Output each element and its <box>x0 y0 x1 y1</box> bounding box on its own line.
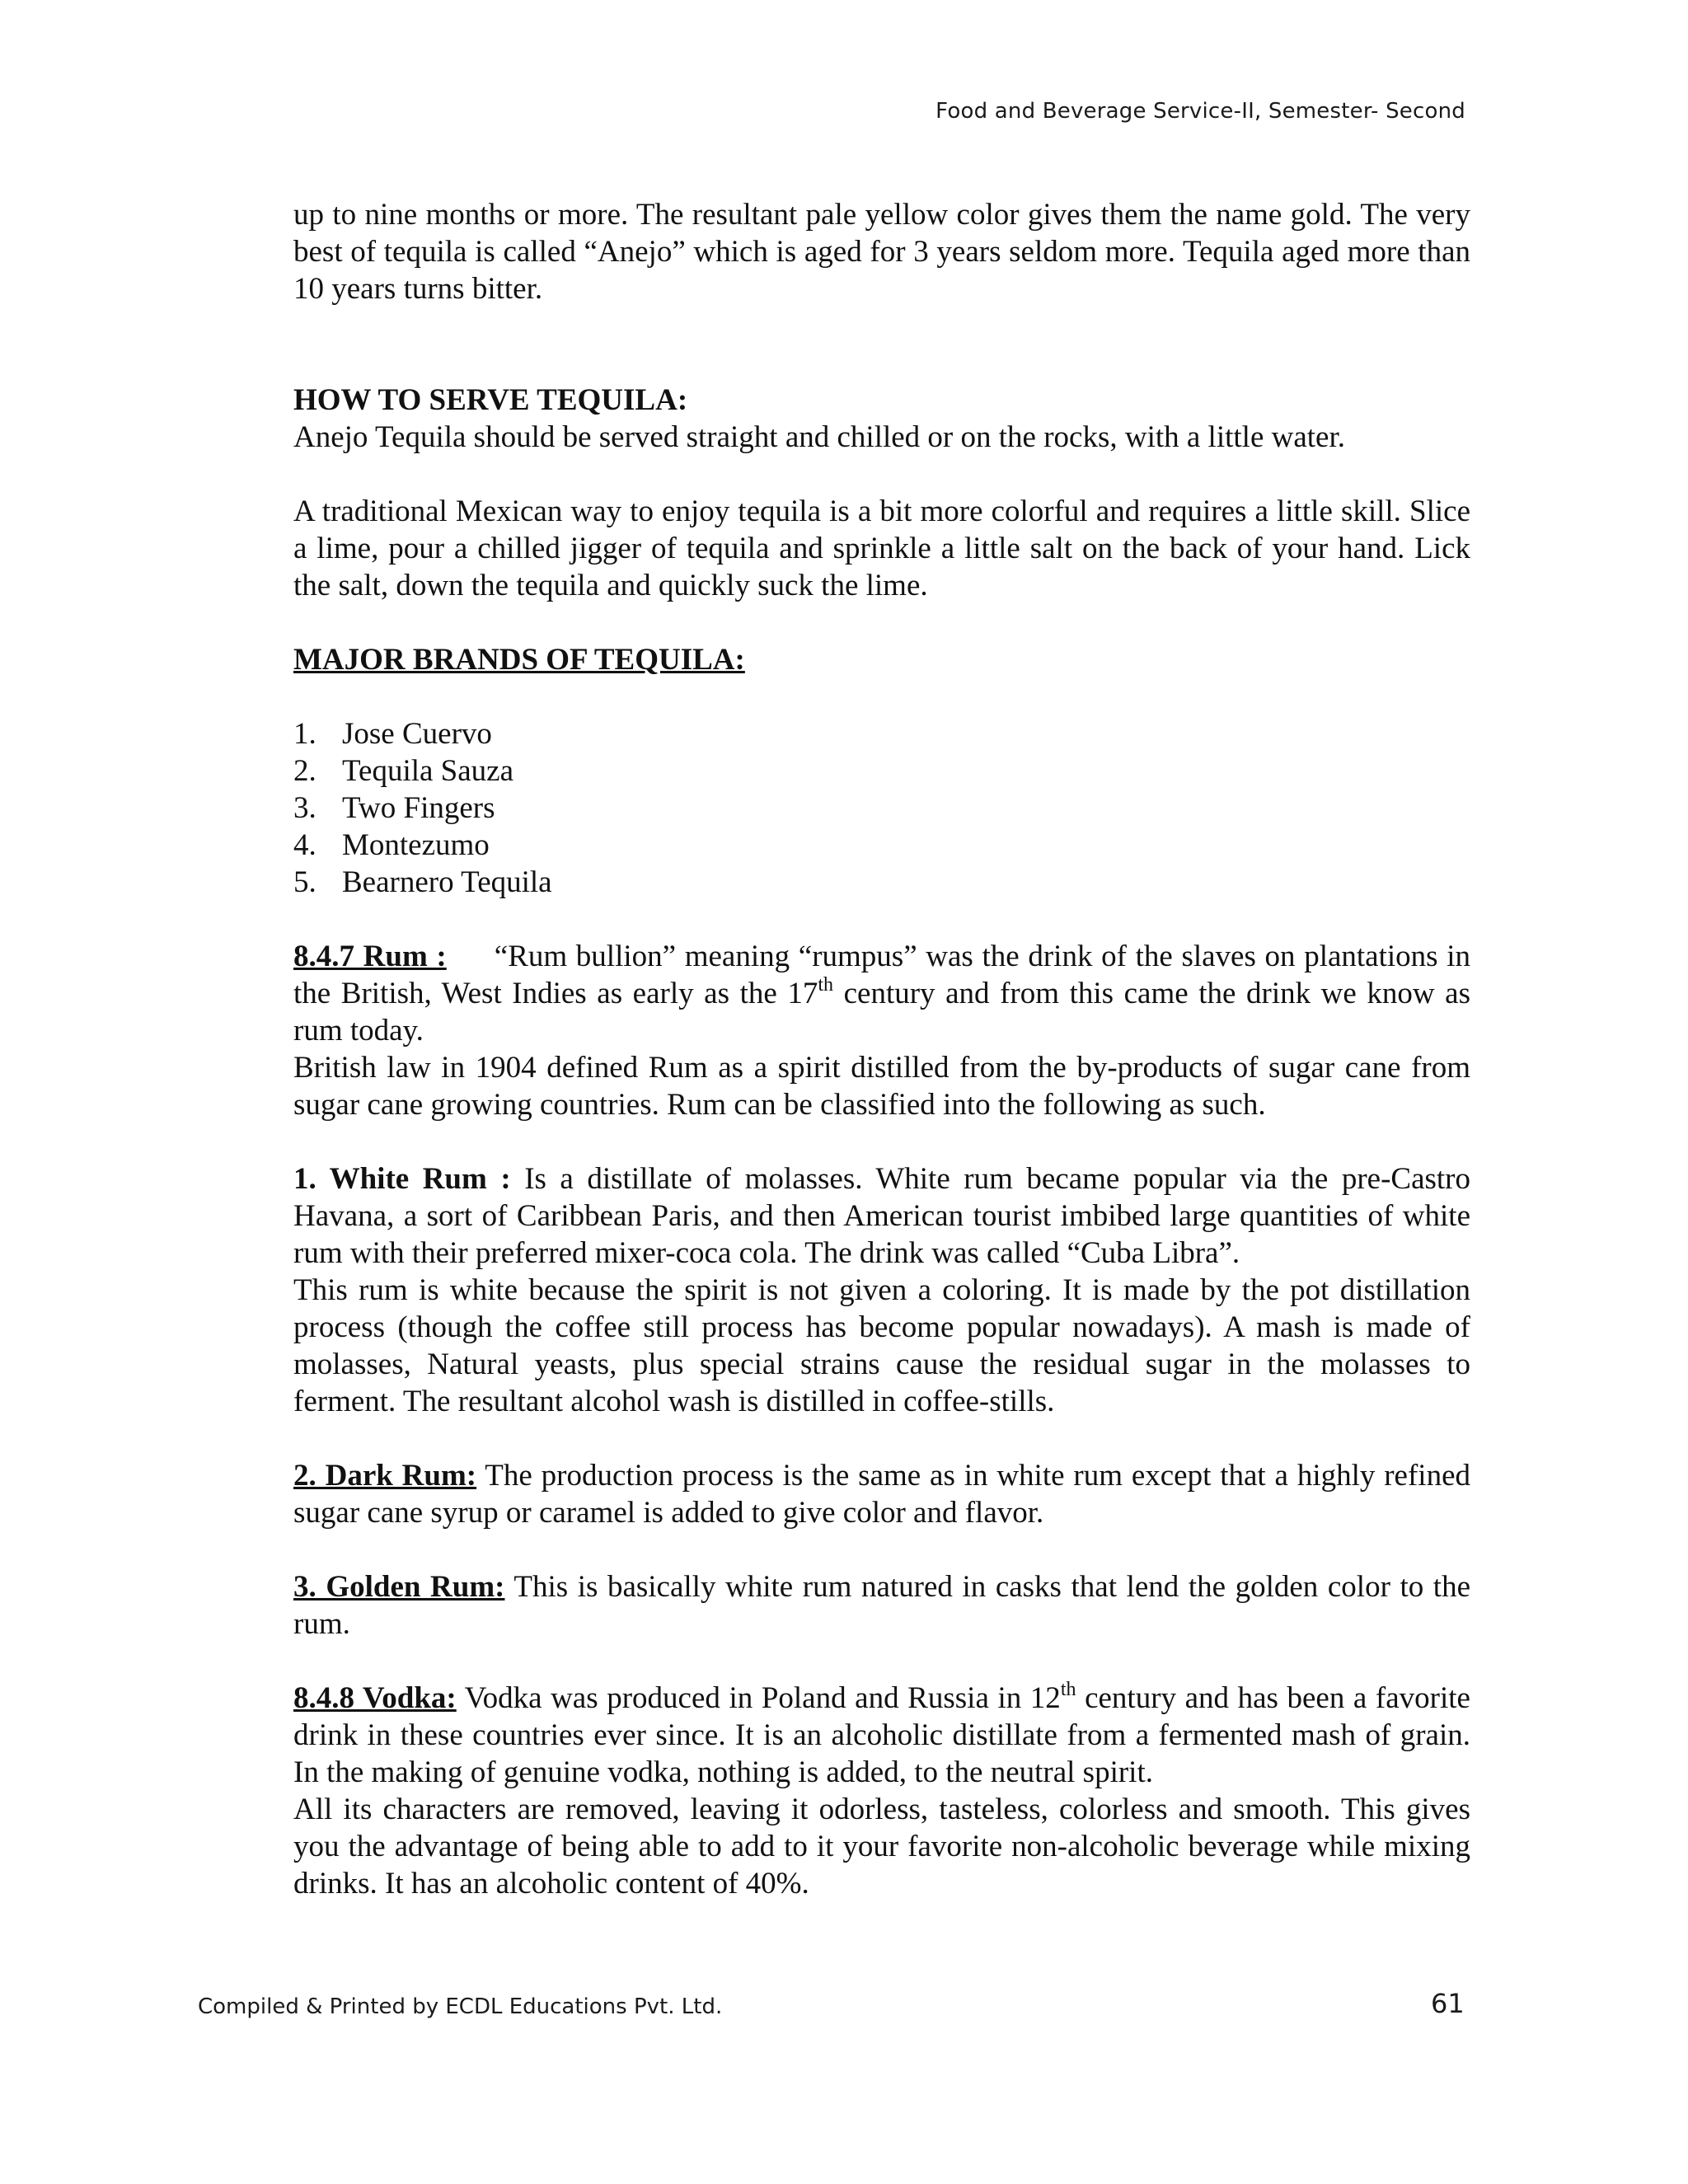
list-item-label: Two Fingers <box>342 791 495 825</box>
vodka-superscript: th <box>1060 1678 1076 1700</box>
rum-superscript: th <box>818 973 834 996</box>
white-rum-label: 1. White Rum : <box>293 1162 511 1196</box>
list-item-number: 4. <box>293 828 316 862</box>
list-item-label: Bearnero Tequila <box>342 865 552 899</box>
list-item-number: 1. <box>293 717 316 751</box>
golden-rum-text: This is basically white rum natured in casks that lend the golden color to the rum. <box>293 1570 1471 1641</box>
vodka-heading: 8.4.8 Vodka: <box>293 1681 457 1715</box>
golden-rum-paragraph <box>293 1568 1470 1643</box>
list-item-label: Montezumo <box>342 828 490 862</box>
list-item <box>293 752 1470 790</box>
list-item-number: 5. <box>293 865 316 899</box>
dark-rum-text: The production process is the same as in white rum except that a highly refined sugar cane syrup or caramel is added to give color and flavor. <box>293 1459 1470 1530</box>
vodka-paragraph <box>293 1680 1470 1791</box>
page-body <box>293 196 1470 1902</box>
list-item-number: 3. <box>293 791 316 825</box>
vodka-text-continued: century and has been a favorite drink in these countries ever since. It is an alcoholic distillate from a fermented mash of grain. In the making of genuine vodka, nothing is added, to the neutral spirit. <box>293 1681 1470 1789</box>
rum-text: “Rum bullion” meaning “rumpus” was the drink of the slaves on plantations in the British, West Indies as early as the 17 <box>293 940 1470 1010</box>
white-rum-process-paragraph: This rum is white because the spirit is not given a coloring. It is made by the pot distillation process (though the coffee still process has become popular nowadays). A mash is made of molasses, Natural yeasts, plus special strains cause the residual sugar in the molasses to ferment. The resultant alcohol wash is distilled in coffee-stills. <box>293 1273 1470 1418</box>
dark-rum-paragraph <box>293 1457 1470 1531</box>
list-item <box>293 827 1470 864</box>
vodka-text: Vodka was produced in Poland and Russia in 12 <box>456 1681 1061 1715</box>
rum-paragraph <box>293 938 1470 1049</box>
vodka-characters-paragraph: All its characters are removed, leaving it odorless, tasteless, colorless and smooth. This gives you the advantage of being able to add to it your favorite non-alcoholic beverage while mixing drinks. It has an alcoholic content of 40%. <box>293 1793 1470 1900</box>
list-item-label: Tequila Sauza <box>342 754 514 788</box>
list-item <box>293 715 1470 752</box>
dark-rum-label: 2. Dark Rum: <box>293 1459 477 1493</box>
intro-paragraph: up to nine months or more. The resultant pale yellow color gives them the name gold. The very best of tequila is called “Anejo” which is aged for 3 years seldom more. Tequila aged more than 10 years turns bitter. <box>293 198 1470 306</box>
tradition-paragraph: A traditional Mexican way to enjoy tequila is a bit more colorful and requires a little skill. Slice a lime, pour a chilled jigger of tequila and sprinkle a little salt on the back of your hand. Lick the salt, down the tequila and quickly suck the lime. <box>293 494 1470 602</box>
brands-list <box>293 715 1470 901</box>
rum-text-continued: century and from this came the drink we know as rum today. <box>293 977 1471 1047</box>
serve-tequila-heading: HOW TO SERVE TEQUILA: <box>293 383 688 417</box>
white-rum-text: Is a distillate of molasses. White rum became popular via the pre-Castro Havana, a sort of Caribbean Paris, and then American tourist imbibed large quantities of white rum with their preferred mixer-coca cola. The drink was called “Cuba Libra”. <box>293 1162 1470 1270</box>
list-item <box>293 864 1470 901</box>
brands-heading: MAJOR BRANDS OF TEQUILA: <box>293 643 745 677</box>
footer-publisher: Compiled & Printed by ECDL Educations Pvt. Ltd. <box>198 1994 723 2019</box>
golden-rum-label: 3. Golden Rum: <box>293 1570 505 1604</box>
running-header: Food and Beverage Service-II, Semester- Second <box>935 99 1465 124</box>
page-number: 61 <box>1431 1988 1465 2019</box>
rum-heading: 8.4.7 Rum : <box>293 940 447 973</box>
white-rum-paragraph <box>293 1160 1470 1272</box>
list-item-label: Jose Cuervo <box>342 717 492 751</box>
list-item <box>293 790 1470 827</box>
list-item-number: 2. <box>293 754 316 788</box>
serve-tequila-text: Anejo Tequila should be served straight and chilled or on the rocks, with a little water. <box>293 420 1345 454</box>
rum-law-paragraph: British law in 1904 defined Rum as a spirit distilled from the by-products of sugar cane from sugar cane growing countries. Rum can be classified into the following as such. <box>293 1051 1470 1122</box>
